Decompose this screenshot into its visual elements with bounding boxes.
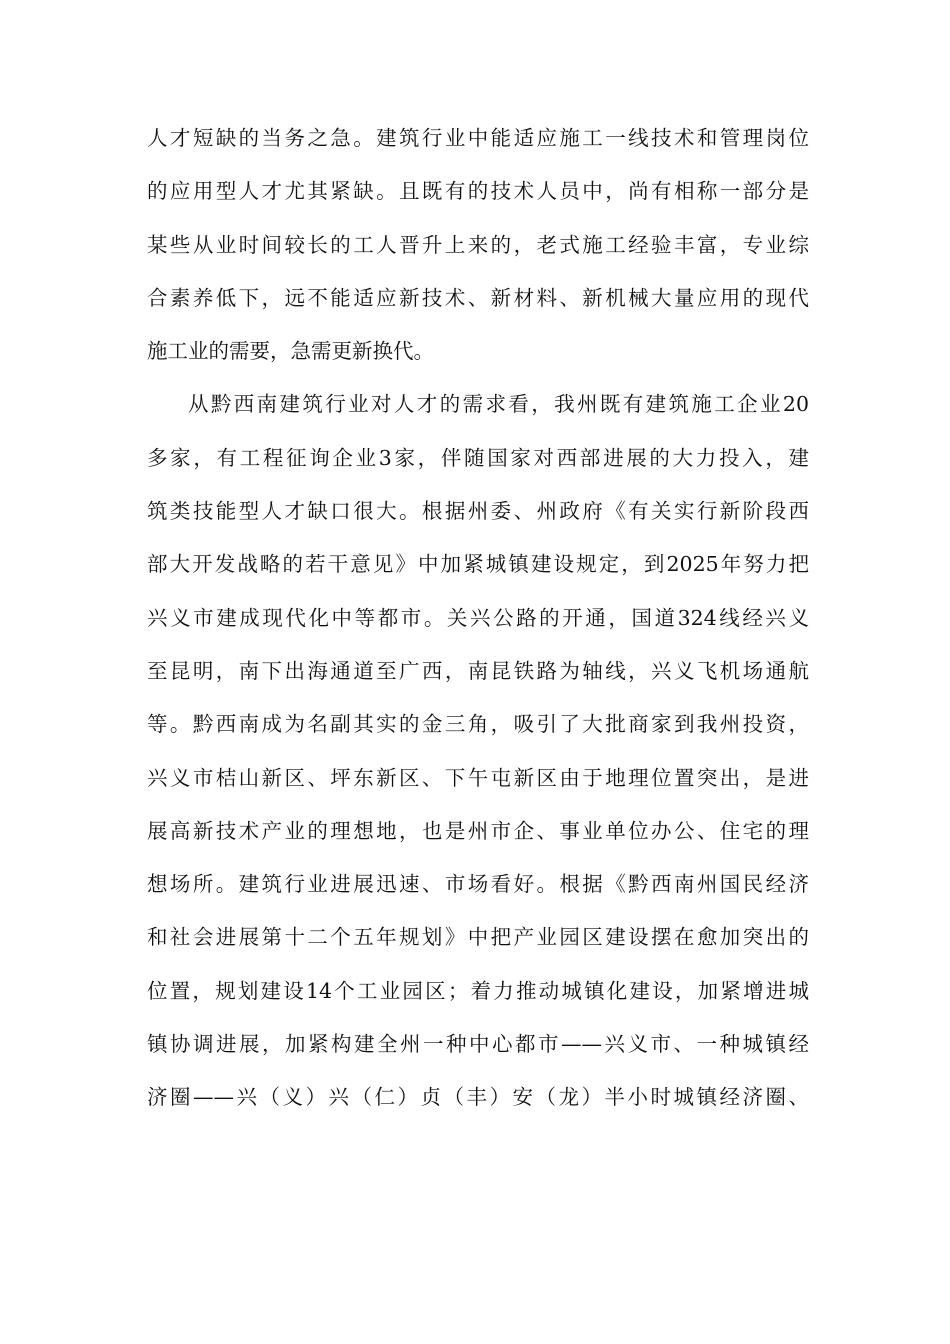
paragraph-first-line: 从黔西南建筑行业对人才的需求看，我州既有建筑施工企业20 [188, 392, 809, 417]
text-line: 合素养低下，远不能适应新技术、新材料、新机械大量应用的现代 [147, 285, 809, 310]
text-line: 部大开发战略的若干意见》中加紧城镇建设规定，到2025年努力把 [147, 552, 809, 577]
text-line: 施工业的需要，急需更新换代。 [147, 339, 434, 364]
text-line: 镇协调进展，加紧构建全州一种中心都市——兴义市、一种城镇经 [147, 1032, 809, 1057]
text-line: 的应用型人才尤其紧缺。且既有的技术人员中，尚有相称一部分是 [147, 179, 809, 204]
text-line: 展高新技术产业的理想地，也是州市企、事业单位办公、住宅的理 [147, 818, 809, 843]
text-line: 多家，有工程征询企业3家，伴随国家对西部进展的大力投入，建 [147, 445, 809, 470]
text-line: 人才短缺的当务之急。建筑行业中能适应施工一线技术和管理岗位 [147, 126, 809, 150]
text-line: 兴义市桔山新区、坪东新区、下午屯新区由于地理位置突出，是进 [147, 765, 809, 790]
text-line: 等。黔西南成为名副其实的金三角，吸引了大批商家到我州投资， [147, 712, 809, 737]
text-line: 筑类技能型人才缺口很大。根据州委、州政府《有关实行新阶段西 [147, 499, 809, 524]
text-line: 至昆明，南下出海通道至广西，南昆铁路为轴线，兴义飞机场通航 [147, 658, 809, 683]
text-line: 济圈——兴（义）兴（仁）贞（丰）安（龙）半小时城镇经济圈、 [147, 1085, 809, 1110]
text-line: 位置，规划建设14个工业园区；着力推动城镇化建设，加紧增进城 [147, 978, 809, 1003]
document-body [147, 112, 809, 1125]
text-line: 某些从业时间较长的工人晋升上来的，老式施工经验丰富，专业综 [147, 232, 809, 257]
text-line: 想场所。建筑行业进展迅速、市场看好。根据《黔西南州国民经济 [147, 872, 809, 897]
text-line: 和社会进展第十二个五年规划》中把产业园区建设摆在愈加突出的 [147, 925, 809, 950]
text-line: 兴义市建成现代化中等都市。关兴公路的开通，国道324线经兴义 [147, 605, 809, 630]
